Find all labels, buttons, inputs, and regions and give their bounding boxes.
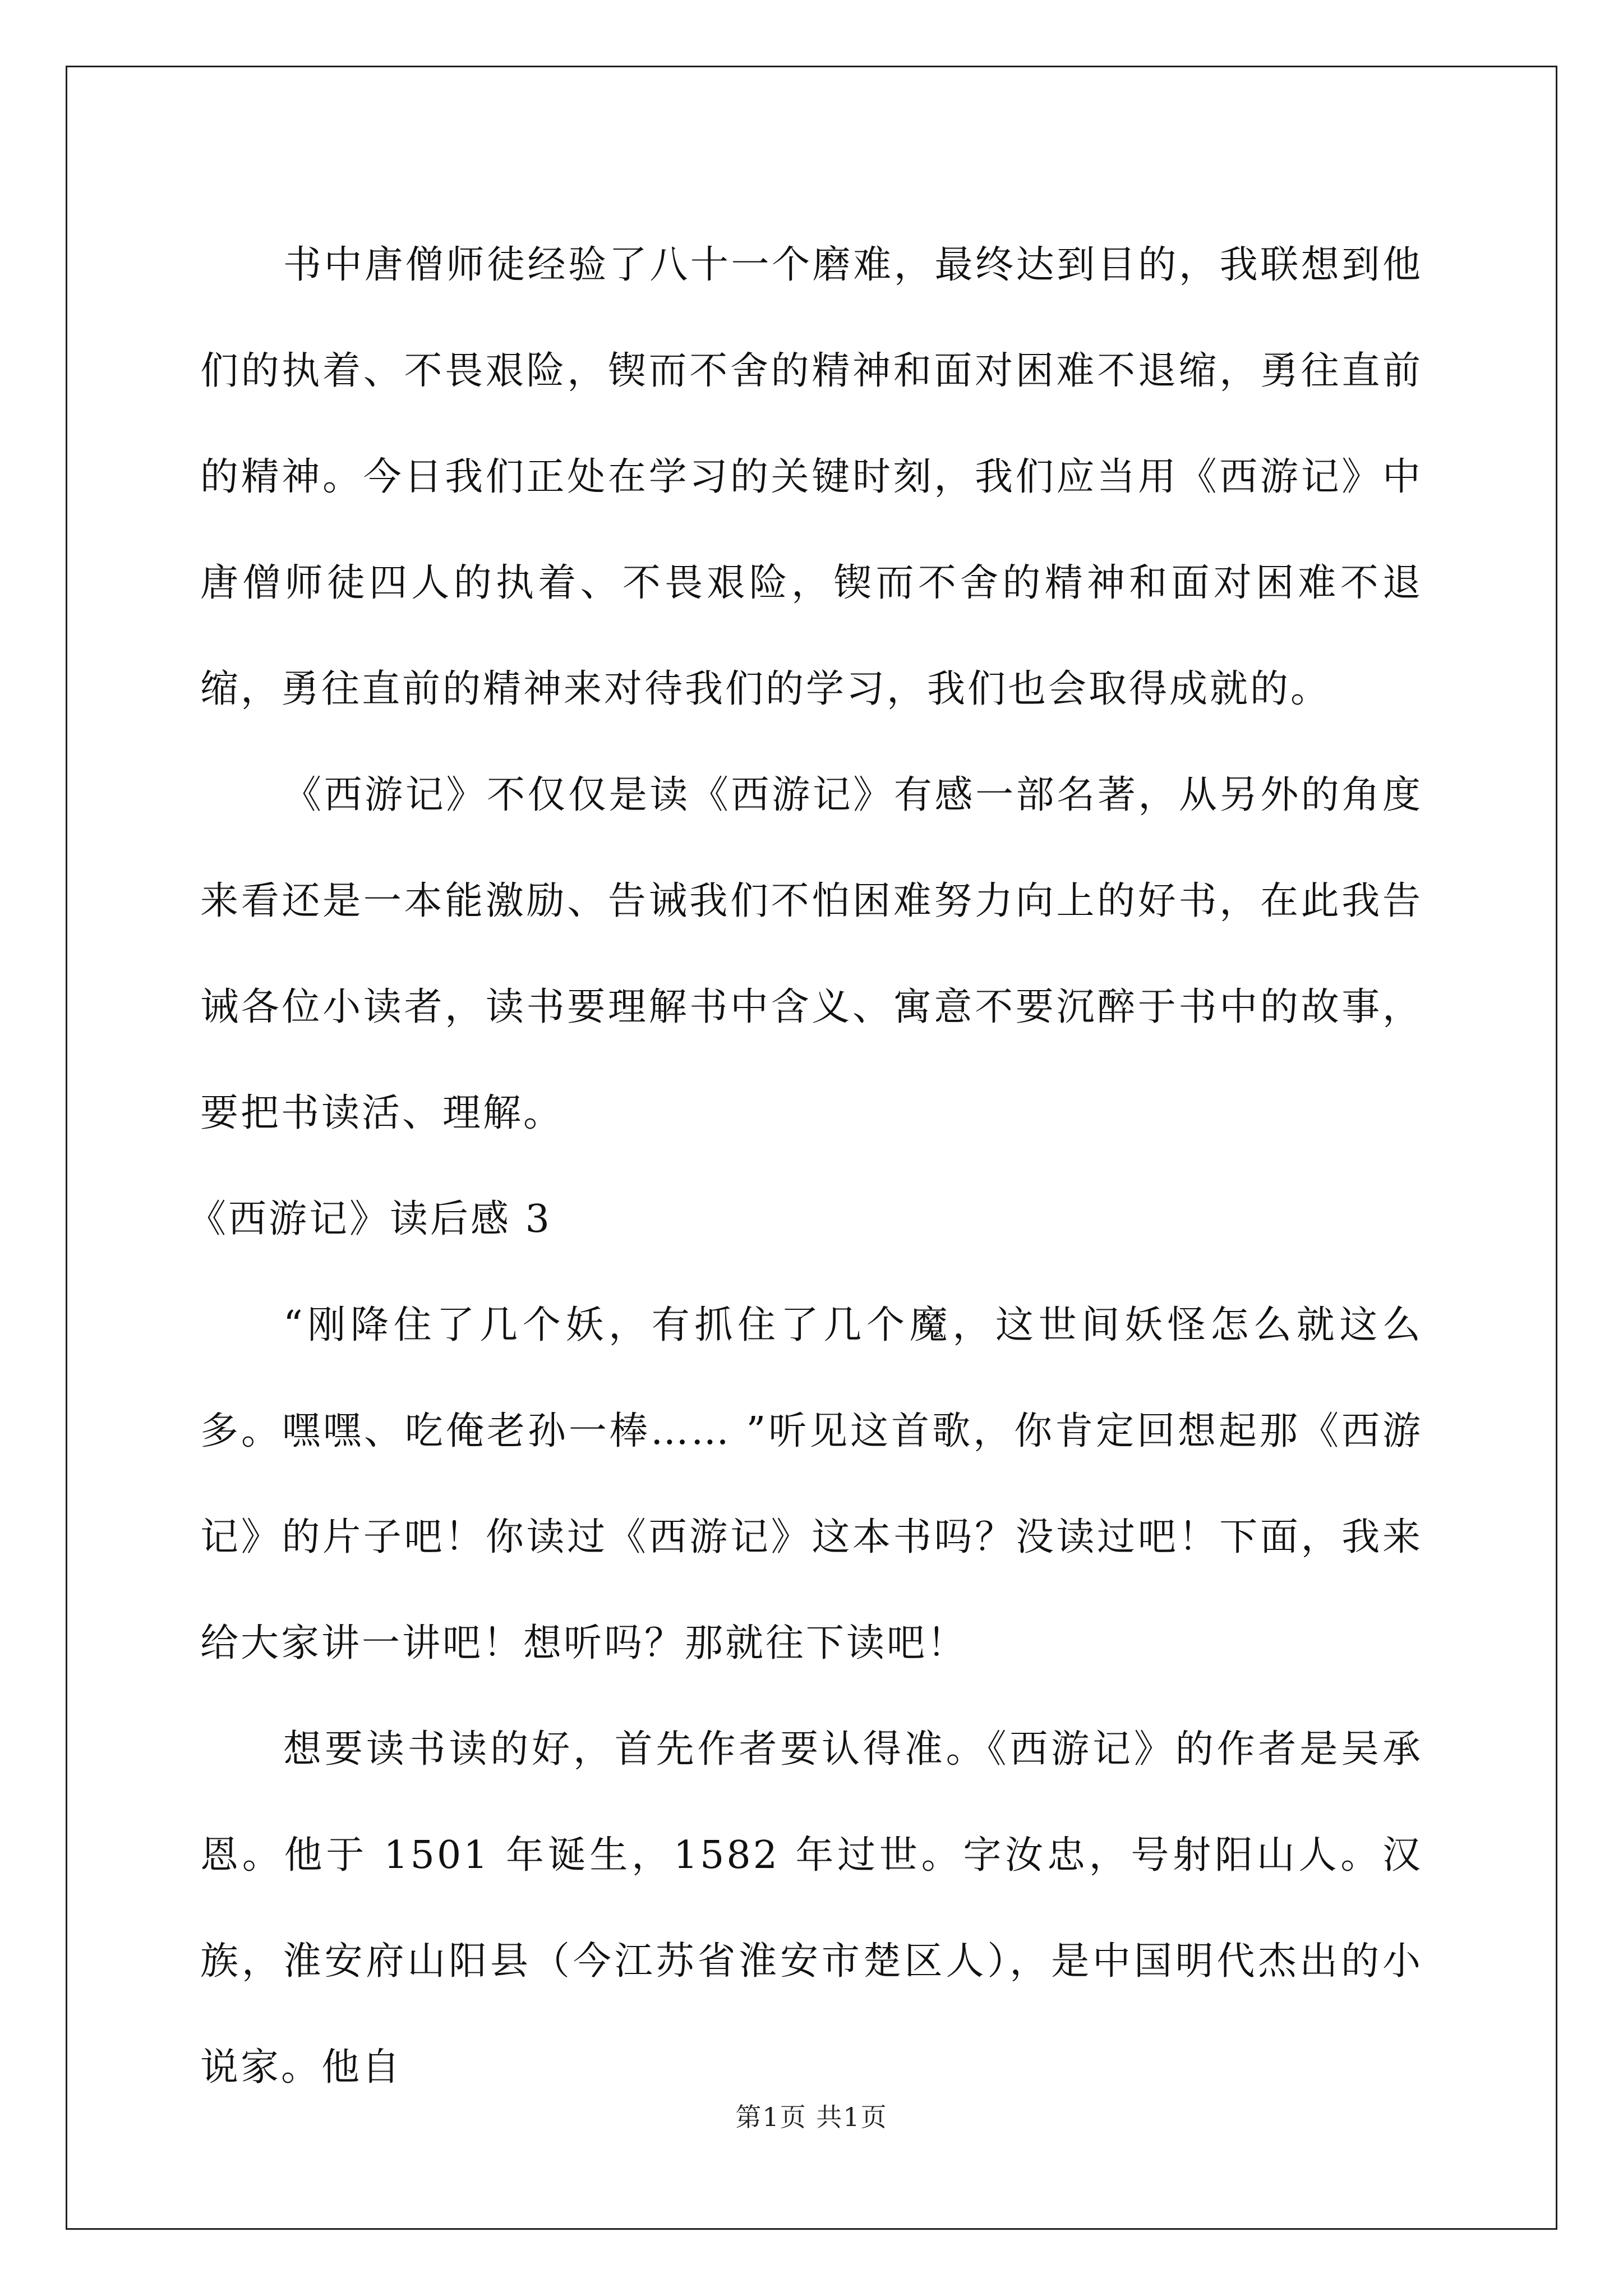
page-footer: 第1页 共1页	[735, 2102, 888, 2132]
section-heading: 《西游记》读后感 3	[188, 1197, 552, 1241]
paragraph: “刚降住了几个妖，有抓住了几个魔，这世间妖怪怎么就这么多。嘿嘿、吃俺老孙一棒…… ”听见这首歌，你肯定回想起那《西游记》的片子吧！你读过《西游记》这本书吗？没读过吧！下面，我来给大家讲一讲吧！想听吗？那就往下读吧！	[200, 1303, 1423, 1665]
paragraph: 书中唐僧师徒经验了八十一个磨难，最终达到目的，我联想到他们的执着、不畏艰险，锲而不舍的精神和面对困难不退缩，勇往直前的精神。今日我们正处在学习的关键时刻，我们应当用《西游记》中唐僧师徒四人的执着、不畏艰险，锲而不舍的精神和面对困难不退缩，勇往直前的精神来对待我们的学习，我们也会取得成就的。	[200, 243, 1423, 711]
paragraph: 《西游记》不仅仅是读《西游记》有感一部名著，从另外的角度来看还是一本能激励、告诫我们不怕困难努力向上的好书，在此我告诫各位小读者，读书要理解书中含义、寓意不要沉醉于书中的故事，要把书读活、理解。	[200, 773, 1423, 1135]
document-body	[188, 212, 1423, 2120]
paragraph: 想要读书读的好，首先作者要认得准。《西游记》的作者是吴承恩。他于 1501 年诞生，1582 年过世。字汝忠，号射阳山人。汉族，淮安府山阳县（今江苏省淮安市楚区人），是中国明代杰出的小说家。他自	[200, 1727, 1423, 2090]
